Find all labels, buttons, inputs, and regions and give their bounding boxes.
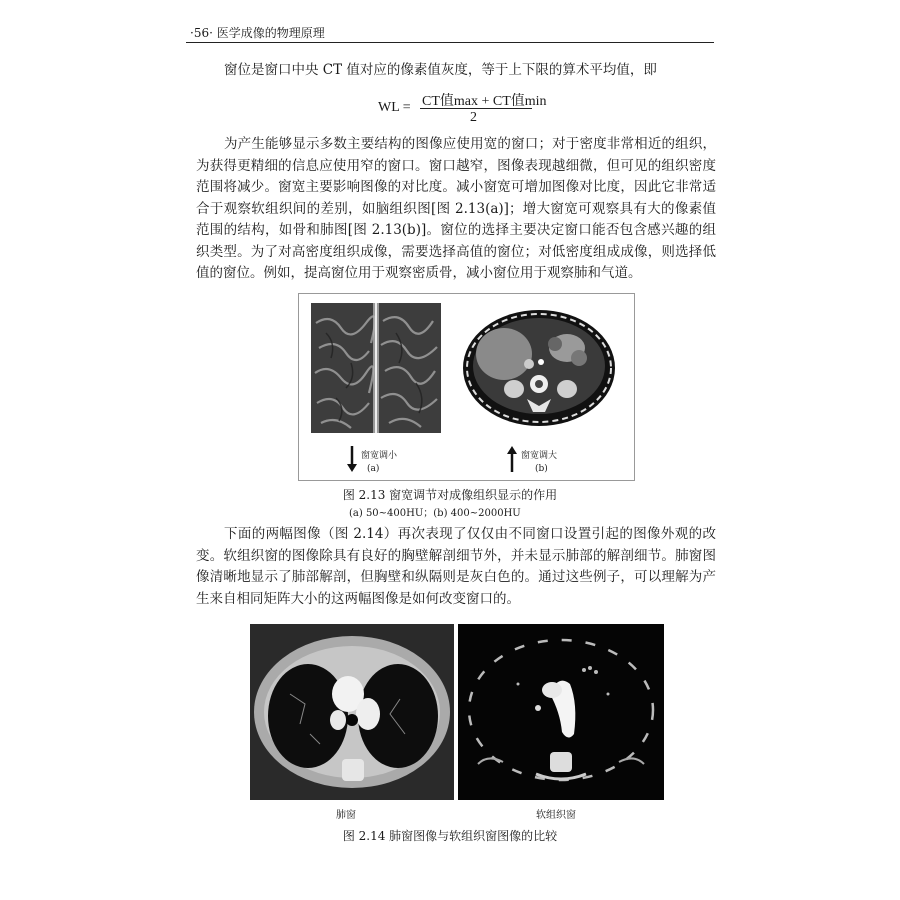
formula-numerator: CT值max + CT值min [422, 94, 547, 109]
window-level-formula [378, 90, 547, 136]
header-text: ·56· 医学成像的物理原理 [190, 26, 325, 40]
figure-2-13-subcaption: (a) 50~400HU；(b) 400~2000HU [349, 508, 521, 519]
brain-ct-image [311, 303, 441, 433]
figure-2-14-left-label: 肺窗 [336, 810, 356, 821]
figure-2-14 [250, 624, 664, 800]
fig13a-label: 窗宽调小 [361, 451, 398, 461]
figure-2-13 [298, 293, 635, 481]
figure-2-14-caption: 图 2.14 肺窗图像与软组织窗图像的比较 [342, 829, 558, 843]
fig13b-sub: (b) [535, 464, 548, 474]
running-header [186, 22, 714, 43]
formula-lhs: WL = [378, 100, 411, 115]
formula-denominator: 2 [470, 110, 477, 125]
fraction-bar [420, 108, 532, 109]
figure-2-13-caption: 图 2.13 窗宽调节对成像组织显示的作用 [342, 488, 558, 502]
fig13b-label: 窗宽调大 [521, 451, 558, 461]
abdomen-ct-image [459, 304, 619, 434]
paragraph-window-width: 为产生能够显示多数主要结构的图像应使用宽的窗口；对于密度非常相近的组织，为获得更精细的信息应使用窄的窗口。窗口越窄，图像表现越细微，但可见的组织密度范围将减少。窗宽主要影响图像的对比度。减小窗宽可增加图像对比度，因此它非常适合于观察软组织间的差别，如脑组织图[图 2.13(a)]；增大窗宽可观察具有大的像素值范围的结构，如骨和肺图[图 2.13(b)]。窗位的选择主要决定窗口能否包含感兴趣的组织类型。为了对高密度组织成像，需要选择高值的窗位；对低密度组成成像，则选择低值的窗位。例如，提高窗位用于观察密质骨，减小窗位用于观察肺和气道。 [196, 136, 716, 281]
paragraph-figure14: 下面的两幅图像（图 2.14）再次表现了仅仅由不同窗口设置引起的图像外观的改变。软组织窗的图像除具有良好的胸壁解剖细节外，并未显示肺部的解剖细节。肺窗图像清晰地显示了肺部解剖，但胸壁和纵隔则是灰白色的。通过这些例子，可以理解为产生来自相同矩阵大小的这两幅图像是如何改变窗口的。 [196, 526, 716, 607]
arrow-down-icon [347, 446, 357, 472]
fig13a-sub: (a) [367, 464, 380, 474]
soft-tissue-window-ct-image [458, 624, 664, 800]
arrow-up-icon [507, 446, 517, 472]
figure-2-14-right-label: 软组织窗 [536, 810, 576, 821]
paragraph-window-level: 窗位是窗口中央 CT 值对应的像素值灰度，等于上下限的算术平均值，即 [224, 62, 657, 78]
lung-window-ct-image [250, 624, 454, 800]
